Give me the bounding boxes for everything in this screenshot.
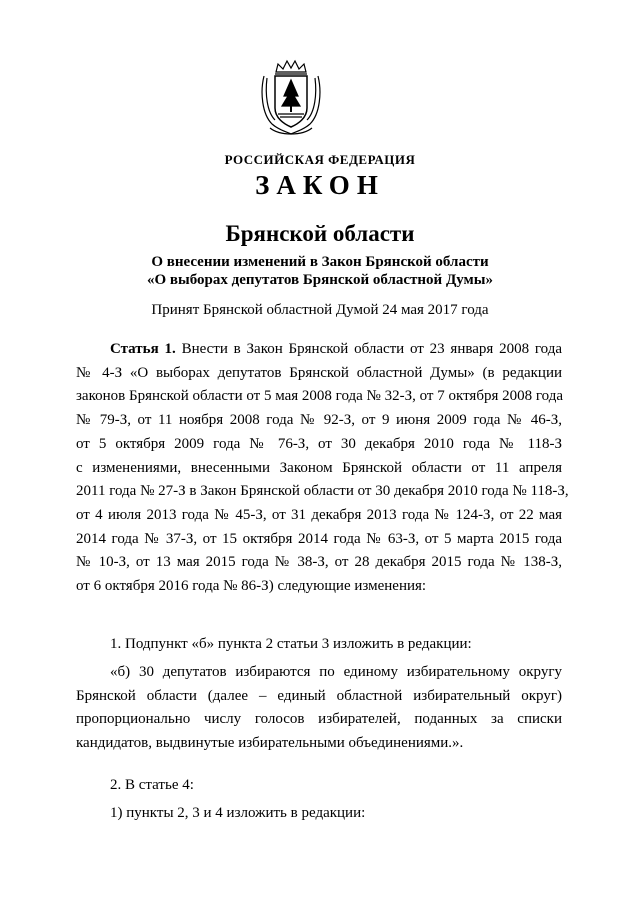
- item-1-quote: [76, 661, 562, 756]
- region-heading: Брянской области: [225, 221, 415, 246]
- country-heading: РОССИЙСКАЯ ФЕДЕРАЦИЯ: [224, 152, 416, 167]
- article-1-line: от 5 октября 2009 года № 76-З, от 30 декабря 2010 года № 118-З: [76, 435, 562, 452]
- article-1-line: 2011 года № 27-З в Закон Брянской области от 30 декабря 2010 года № 118-З,: [76, 483, 569, 500]
- law-subject-line-1: О внесении изменений в Закон Брянской области: [151, 254, 489, 270]
- item-1-line: пропорционально числу голосов избирателей, поданных за списки: [76, 711, 562, 728]
- article-1-line: № 79-З, от 11 ноября 2008 года № 92-З, от 9 июня 2009 года № 46-З,: [76, 412, 562, 429]
- article-1-paragraph: [76, 338, 569, 599]
- article-1-line: № 10-З, от 13 мая 2015 года № 38-З, от 28 декабря 2015 года № 138-З,: [76, 554, 562, 571]
- item-1-line: Брянской области (далее – единый областной избирательный округ): [76, 687, 562, 704]
- item-1-line: «б) 30 депутатов избираются по единому избирательному округу: [110, 664, 562, 680]
- item-1-heading: 1. Подпункт «б» пункта 2 статьи 3 изложить в редакции:: [110, 636, 472, 652]
- coat-of-arms-emblem: [258, 58, 324, 138]
- adoption-note: Принят Брянской областной Думой 24 мая 2017 года: [151, 302, 489, 318]
- item-1-line: кандидатов, выдвинутые избирательными объединениями.».: [76, 735, 464, 752]
- article-1-line: с изменениями, внесенными Законом Брянской области от 11 апреля: [76, 459, 562, 476]
- article-1-line: законов Брянской области от 5 мая 2008 года № 32-З, от 7 октября 2008 года: [76, 388, 563, 405]
- article-1-line: № 4-З «О выборах депутатов Брянской областной Думы» (в редакции: [76, 364, 562, 381]
- item-2-heading: 2. В статье 4:: [110, 777, 194, 793]
- article-1-label: Статья 1.: [110, 341, 176, 357]
- law-subject-line-2: «О выборах депутатов Брянской областной Думы»: [147, 272, 493, 288]
- article-1-line: от 4 июля 2013 года № 45-З, от 31 декабря 2013 года № 124-З, от 22 мая: [76, 506, 562, 523]
- article-1-line: от 6 октября 2016 года № 86-З) следующие изменения:: [76, 578, 427, 595]
- article-1-line: Статья 1. Внести в Закон Брянской области от 23 января 2008 года: [110, 341, 563, 357]
- item-2-subitem-1: 1) пункты 2, 3 и 4 изложить в редакции:: [110, 805, 366, 821]
- article-1-line: 2014 года № 37-З, от 15 октября 2014 года № 63-З, от 5 марта 2015 года: [76, 530, 562, 547]
- law-title: ЗАКОН: [255, 170, 385, 200]
